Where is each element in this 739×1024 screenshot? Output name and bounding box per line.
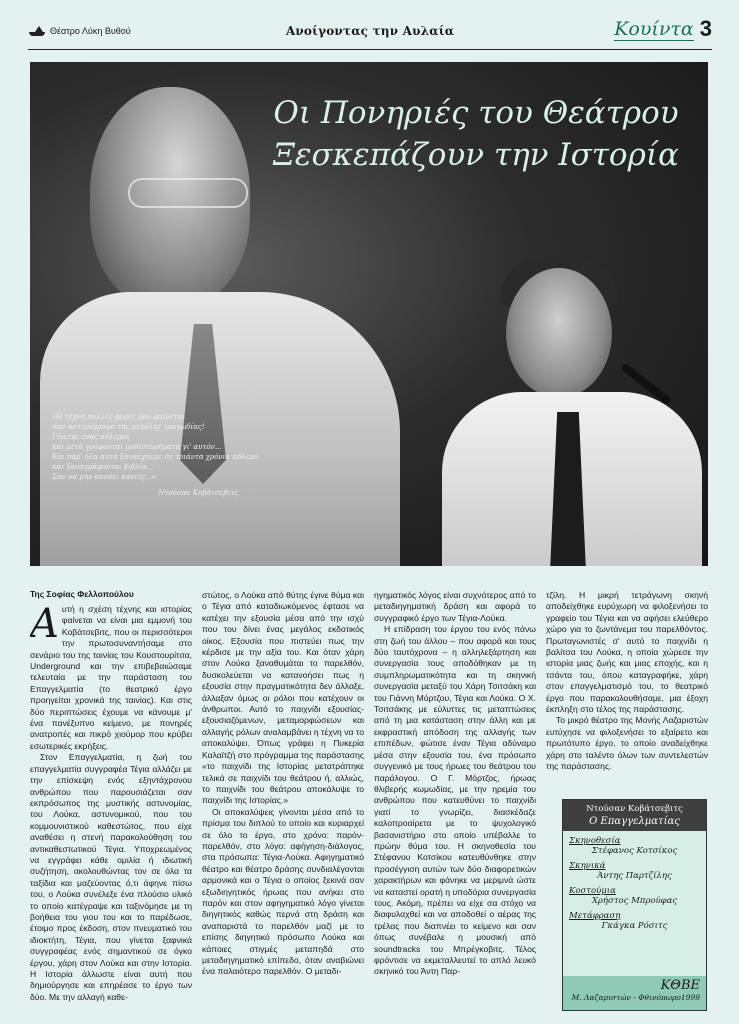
pull-quote	[52, 412, 292, 498]
page-header	[28, 14, 712, 50]
quote-line: και ξαναγράφονται βιβλία...	[52, 463, 154, 471]
credits-header	[563, 800, 706, 831]
paragraph: ηγηματικός λόγος είναι συχνότερος από το μεταδιηγηματική δράση και αφορά το συγγραφικό έργο των Τέγια-Λούκα.	[374, 590, 536, 623]
credits-author: Ντούσαν Κοβάτσεβιτς	[586, 804, 683, 814]
article-column-3	[374, 590, 536, 1010]
paragraph: Η επίδραση του έργου του ενός πάνω στη ζωή του άλλου – που αφορά και τους δύο ταυτόχρονα – η αλληλεξάρτηση και συνεργασία τους αποδόθηκαν με τη συμπληρωματικότητα και τη σκηνική συνεργασία μεταξύ του Χάρη Τσιτσάκη και του Γιάννη Μόρτζου, Τέγια και Λούκα. Ο Χ. Τσιτσάκης με εύλυττες τις μεταπτώσεις από τη μια κατάσταση στην άλλη και με εκφραστική απόδοση της αλλαγής των επιπέδων, φώτισε έναν Τέγια αδύναμο μέσα στην εξουσία του, ένα πρόσωπο συγγενικό με τους ήρωες του θεάτρου του παράλογου. Ο Γ. Μόρτζος, ήρωας θλιβερής κωμωδίας, με την ηρεμία του ανθρώπου που κατευθύνει το παιχνίδι γιατί το γνωρίζει, διασκέδαζε καλοπροαίρετα με το ψυχολογικό βασανιστήριο στο οποίο υπέβαλλε το πρώην θύμα του. Η σκηνοθεσία του Στέφανου Κοτσίκου κατευθύνθηκε στην προσέγγιση αυτών των δύο διαφορετικών χαρακτήρων και φάνηκε να μεριμνά ώστε να καταστεί ορατή η υποδόρια συνεργασία τους. Ακόμη, πρέπει να είχε σα στόχο να διαφυλαχθεί και να αποδοθεί ο αέρας της τρέλας που διαπνέει το κείμενο και σαν όπως συνέβαλε η μουσική από soundtracks του Μπρέγκοβιτς. Τέλος φρόντισε να εκμεταλλευτεί το απλό λευκό σκηνικό του Άντη Παρ-	[374, 624, 536, 977]
paragraph: στώτος, ο Λούκα από θύτης έγινε θύμα και ο Τέγια από καταδιωκόμενος έφτασε να κατέχει την εξουσία μέσα από την ισχύ που του δίνει ένας μεγάλος εκδοτικός οίκος. Εξουσία που πιστεύει πως την κέρδισε με την αξία του. Και όταν χάρη στον Λούκα ξαναθυμάται το παρελθόν, δυσκολεύεται να κατανοήσει πως η εξουσία στην πραγματικότητα δεν άλλαξε, άλλαξαν όμως οι ρόλοι που κατέχουν οι άνθρωποι. Αυτό το παιχνίδι εξουσίας-εξουσιαζόμενων, μεταμορφώσεων και αλλαγής ρόλων αναλαμβάνει η τέχνη να το αποκαλύψει. Όπως γράφει η Πυκερία Καλαϊτζή στο πρόγραμμα της παράστασης «το παιχνίδι της Ιστορίας μετατράπηκε τελικά σε παιχνίδι του θεάτρου ή, αλλιώς, το παιχνίδι του θεάτρου αποκάλυψε το παιχνίδι της Ιστορίας.»	[202, 590, 364, 806]
quote-author: Ντούσαν Κοβάτσεβιτς	[158, 489, 238, 497]
paragraph: Στον Επαγγελματία, η ζωή του επαγγελματία συγγραφέα Τέγια αλλάζει με την επίσκεψη ενός εξηντάχρονου ανθρώπου που παρουσιάζεται σαν εκπρόσωπος της μυστικής αστυνομίας, του Λούκα, αστυνομικού, που του κομμουνιστικού καθεστώτος, που είχε αναθέσει η στενή παρακολούθηση του αντικαθεστωτικού Τέγια. Υποχρεωμένος να εγγράφει κάθε ομιλία ή ιδιωτική συζήτηση, ακολουθώντας τον σε όλα τα ταξίδια και μαζεύοντας ό,τι άφηνε πίσω του, ο Λούκα συνέλεξε ένα πλούσιο υλικό το οποίο κατέγραψε και ταξινόμησε με τη βοήθεια του γιου του και το παρέδωσε, έτοιμο προς έκδοση, στον πνευματικό του ιδιοκτήτη, Τέγια, που γίνεται ξαφνικά συγγραφέας ενός σημαντικού σε όγκο έργου, χάρη στον Λούκα και στην Ιστορία. Η Ιστορία άλλωστε είναι αυτή που δημιούργησε και επηρέασε το έργο των δύο. Με την αλλαγή καθε-	[30, 752, 192, 1002]
drop-cap: Α	[30, 604, 59, 647]
quote-line: Σαν να μην ακούει κανείς...»	[52, 473, 157, 481]
credit-role: Κοστούμια	[569, 886, 616, 896]
credit-item	[563, 906, 706, 931]
credit-name: Γκάγκα Ρόσιτς	[601, 921, 668, 931]
article-column-4	[546, 590, 708, 810]
credit-name: Άντης Παρτζίλης	[597, 871, 672, 881]
credits-footer	[563, 976, 706, 1010]
credit-role: Σκηνικά	[569, 861, 606, 871]
credits-play-title: Ο Επαγγελματίας	[589, 816, 680, 827]
paragraph: τζίλη. Η μικρή τετράγωνη σκηνή αποδείχθηκε ευρύχωρη να φιλοξενήσει το γραφείο του Τέγια και να αφήσει ελεύθερο χώρο για το ζωντάνεμα του παρελθόντος. Πρωταγωνιστές σ' αυτό το παιχνίδι η βαλίτσα του Λούκα, η οποία χώρεσε την ιστορία μιας ζωής και μιας εποχής, και η τσάντα του, όπου καταγραφήκε, χάρη στον επαγγελματισμό του, το θεατρικό έργο που παρακολουθήσαμε, μια έξοχη έκπληξη στο τέλος της παράστασης.	[546, 590, 708, 715]
magazine-logo: Κουίντα	[614, 17, 694, 40]
credit-role: Σκηνοθεσία	[569, 836, 621, 846]
page-number: 3	[699, 16, 712, 41]
quote-line: και μετά γράφονται μυθιστορήματα γι' αυτόν...	[52, 443, 222, 451]
quote-line: «Η τέχνη πολλές φορές μου φαίνεται	[52, 413, 185, 421]
paragraph: Το μικρό θέατρο της Μονής Λαζαριστών ευτύχησε να φιλοξενήσει το εξαίρετο και πρωτότυπο έργο, το οποίο αναδείχθηκε χάρη στο ταλέντο όλων των συντελεστών της παράστασης.	[546, 715, 708, 772]
title-line-2: Ξεσκεπάζουν την Ιστορία	[273, 137, 679, 173]
credit-name: Χρήστος Μπρούφας	[591, 896, 678, 906]
glasses-shape	[128, 178, 248, 208]
credit-role: Μετάφραση	[569, 911, 621, 921]
quote-line: σαν υστερόγραφο της μεγάλης τραγωδίας!	[52, 423, 205, 431]
byline: Της Σοφίας Φελλοπούλου	[30, 589, 134, 599]
credit-item	[563, 856, 706, 881]
credits-box	[562, 799, 707, 1011]
quote-line: Και παρ' όλα αυτά ξαναέχουμε σε τριάντα χρόνια πόλεμο	[52, 453, 259, 461]
quote-line: Γίνεται ένας πόλεμος	[52, 433, 130, 441]
venue-date: Μ. Λαζαριστών - Φθινόπωρο1999	[571, 993, 700, 1002]
article-title	[266, 92, 686, 176]
header-title: Ανοίγοντας την Αυλαία	[285, 24, 455, 38]
paragraph: Οι αποκαλύψεις γίνονται μέσα από το πρίσμα του διπλού το οποίο και κυριαρχεί σε όλο το έργο, στο χρόνο: παρόν-παρελθόν, στο λόγο: αφήγηση-διάλογος, στα πρόσωπα: Τέγια-Λούκα. Αφηγηματικό θέατρο και θέατρο δράσης συνδιαλέγονται αρμονικά και ο Τέγια ο οποίος ξεκινά σαν εξωδιηγητικός ήρωας που ανήκει στο παρόν και στον αφηγηματικό λόγο γίνεται διηγητικός καθώς περνά στη δράση και αναπαριστά το παρελθόν μαζί με το επίσης διηγητικό πρόσωπο Λούκα και κάποιες στιγμές μεταπηδά στο μεταδιηγηματικό επίπεδο, όταν αναβιώνει ένα παλαιότερο παρελθόν. Ο μεταδι-	[202, 806, 364, 977]
credit-item	[563, 831, 706, 856]
theatre-organization: ΚΘΒΕ	[660, 978, 700, 993]
article-column-1	[30, 604, 192, 1024]
actor-right-head	[506, 268, 612, 398]
header-right	[614, 16, 712, 42]
article-photo	[30, 62, 708, 566]
credit-item	[563, 881, 706, 906]
title-line-1: Οι Πονηριές του Θεάτρου	[273, 95, 679, 131]
paragraph: υτή η σχέση τέχνης και ιστορίας φαίνεται να είναι μια εμμονή του Κοβάτσεβιτς, που οι περισσότεροι την πρωτοσυναντήσαμε στο σενάριο του της ταινίας του Κουστουρίτσα, Underground και την επιβεβαιώσαμε τελευταία με την παράσταση του Επαγγελματία (το θεατρικό έργο προηγείται χρονικά της ταινίας). Και στις δύο περιπτώσεις έχουμε να κάνουμε μ' ένα πανέξυπνο κείμενο, με πονηρές ανατροπές και πικρό χιούμορ που κρύβει εσωτερικές εκρήξεις.	[30, 604, 192, 751]
header-section-label: Θέατρο Λύκη Βυθού	[50, 26, 131, 36]
article-column-2	[202, 590, 364, 1010]
credit-name: Στέφανος Κοτσίκος	[591, 846, 678, 856]
